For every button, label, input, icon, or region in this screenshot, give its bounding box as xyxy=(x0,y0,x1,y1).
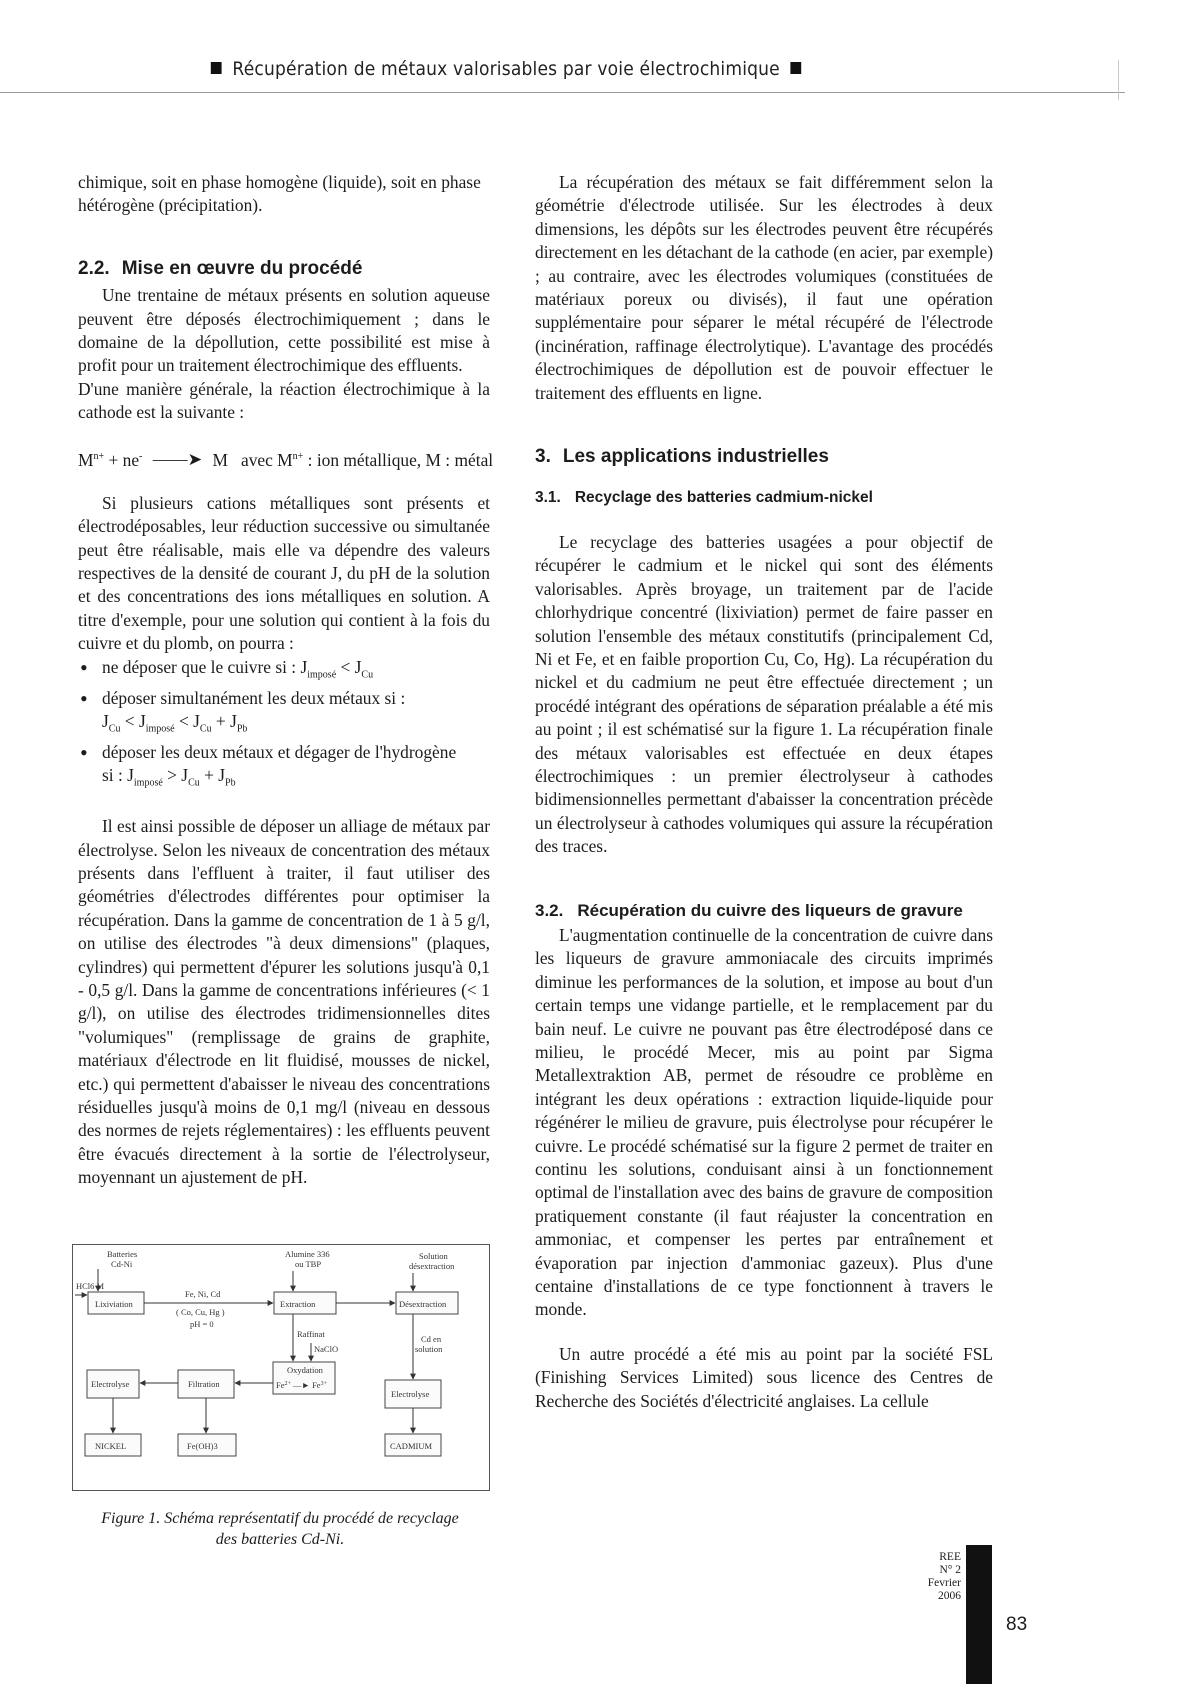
list-item xyxy=(78,687,490,741)
box-label: Filtration xyxy=(188,1379,220,1389)
box-label: NICKEL xyxy=(95,1441,127,1451)
subscript: imposé xyxy=(145,723,175,735)
running-header xyxy=(200,58,780,80)
journal-name: REE xyxy=(939,1551,961,1563)
caption-line: des batteries Cd-Ni. xyxy=(215,1531,345,1548)
box-label: Electrolyse xyxy=(391,1389,430,1399)
equation-sup: n+ xyxy=(93,450,105,462)
list-item-text: J xyxy=(102,710,109,731)
equation-term: M xyxy=(78,449,94,470)
header-square-right xyxy=(791,62,802,74)
paragraph: L'augmentation continuelle de la concentration de cuivre dans les liqueurs de gravure ammoniacale des circuits imprimés diminue les performances de la solution, et impose au bout d'un certain temps une vidange partielle, et le remplacement par du bain neuf. Le cuivre ne pouvant pas être électrodéposé dans ce milieu, le procédé Mecer, mis au point par Sigma Metallextraktion AB, permet de résoudre ce problème en intégrant les deux opérations : extraction liquide-liquide pour régénérer le milieu de gravure, puis électrolyse pour récupérer le cuivre. Le procédé schématisé sur la figure 2 permet de traiter en continu les solutions, conduisant ainsi à un fonctionnement optimal de l'installation avec des bains de gravure de composition pratiquement constante (il faut réajuster la concentration en ammoniac, et compenser les pertes par entraînement et évaporation par injection d'ammoniac gazeux). Plus d'une centaine d'installations de ce type fonctionnent à travers le monde. xyxy=(535,924,993,1320)
paragraph: Le recyclage des batteries usagées a pour objectif de récupérer le cadmium et le nickel qui sont des éléments valorisables. Après broyage, un traitement par de l'acide chlorhydrique concentré (lixiviation) permet de faire passer en solution l'ensemble des métaux constitutifs (principalement Cd, Ni et Fe, et en faible proportion Cu, Co, Hg). La récupération du nickel et du cadmium ne peut être effectuée directement ; un procédé intégrant des opérations de séparation préalable a été mis au point ; il est schématisé sur la figure 1. La récupération finale des métaux valorisables est effectuée en deux étapes électrochimiques : un premier électrolyseur à cathodes bidimensionnelles permettant d'abaisser la concentration précède un électrolyseur à cathodes volumiques qui assure la récupération des traces. xyxy=(535,531,993,857)
flow-label: Fe, Ni, Cd xyxy=(185,1289,221,1299)
label-alumine: Alumine 336 xyxy=(285,1249,330,1259)
section-3-1-heading xyxy=(535,486,993,509)
subscript: Cu xyxy=(361,669,374,681)
equation-term: M xyxy=(212,449,228,470)
label-solution: désextraction xyxy=(409,1261,455,1271)
header-rule xyxy=(0,92,1125,93)
subscript: imposé xyxy=(133,777,163,789)
list-item-text: + J xyxy=(199,765,226,786)
section-title: Les applications industrielles xyxy=(562,446,829,468)
section-3-heading xyxy=(535,445,993,468)
list-item-text: > J xyxy=(162,765,189,786)
right-column xyxy=(535,171,993,1413)
paragraph: Il est ainsi possible de déposer un alliage de métaux par électrolyse. Selon les niveaux de concentration des métaux présents dans l'effluent à traiter, il faut utiliser des géométries d'électrodes différentes pour optimiser la récupération. Dans la gamme de concentration de 1 à 5 g/l, on utilise des électrodes "à deux dimensions" (plaques, cylindres) qui permettent d'épurer les solutions jusqu'à 0,1 - 0,5 g/l. Dans la gamme de concentrations inférieures (< 1 g/l), on utilise des électrodes tridimensionnelles dites "volumiques" (remplissage de grains de graphite, matériaux d'électrode en lit fluidisé, mousses de nickel, etc.) qui permettent d'abaisser le niveau des concentrations résiduelles jusqu'à moins de 0,1 mg/l (niveau en dessous des normes de rejets réglementaires) : les effluents peuvent être évacués directement à la sortie de l'électrolyseur, moyennant un ajustement de pH. xyxy=(78,816,490,1188)
subscript: Pb xyxy=(236,723,248,735)
subscript: Cu xyxy=(108,723,121,735)
list-item-text: déposer les deux métaux et dégager de l'hydrogène xyxy=(102,741,457,762)
list-item-text: + J xyxy=(211,710,237,731)
list-item-text: si : J xyxy=(102,765,134,786)
subscript: imposé xyxy=(307,669,337,681)
box-label: Désextraction xyxy=(399,1299,447,1309)
flow-label: Raffinat xyxy=(297,1329,325,1339)
list-item-text: < J xyxy=(336,656,362,677)
list-item xyxy=(78,741,490,795)
paragraph: Un autre procédé a été mis au point par la société FSL (Finishing Services Limited) sous licence des Centres de Recherche des Sociétés d'électricité anglaises. La cellule xyxy=(535,1343,993,1411)
section-number: 3.1. xyxy=(535,489,561,507)
box-label: Fe(OH)3 xyxy=(187,1441,218,1451)
bullet-list xyxy=(78,656,490,795)
flow-label: solution xyxy=(415,1344,443,1354)
caption-line: Figure 1. Schéma représentatif du procédé de recyclage xyxy=(101,1510,459,1527)
box-label: Oxydation xyxy=(287,1365,323,1375)
flowchart-svg xyxy=(73,1245,489,1490)
section-title: Récupération du cuivre des liqueurs de gravure xyxy=(577,900,963,920)
box-label: Extraction xyxy=(280,1299,316,1309)
label-batteries: Cd-Ni xyxy=(111,1259,133,1269)
label-batteries: Batteries xyxy=(107,1249,138,1259)
subscript: Cu xyxy=(199,723,212,735)
flow-label: pH = 0 xyxy=(190,1319,214,1329)
journal-issue: N° 2 xyxy=(939,1564,961,1576)
box-label: CADMIUM xyxy=(390,1441,433,1451)
list-item-text: ne déposer que le cuivre si : J xyxy=(102,656,308,677)
figure-1-flowchart xyxy=(72,1244,490,1491)
equation-sup: n+ xyxy=(292,450,304,462)
equation-term: + ne xyxy=(108,449,140,470)
flow-label: Cd en xyxy=(421,1334,442,1344)
flow-label: ( Co, Cu, Hg ) xyxy=(176,1307,225,1317)
equation-sup: - xyxy=(139,450,143,462)
journal-footer xyxy=(905,1551,961,1603)
section-number: 3.2. xyxy=(535,900,564,920)
left-column xyxy=(78,171,494,1190)
section-number: 2.2. xyxy=(78,257,110,279)
footer-bar xyxy=(966,1545,992,1684)
subscript: Pb xyxy=(225,777,236,789)
header-title: Récupération de métaux valorisables par voie électrochimique xyxy=(232,58,780,80)
page-number: 83 xyxy=(1006,1614,1028,1635)
paragraph: La récupération des métaux se fait différemment selon la géométrie d'électrode utilisée. Sur les électrodes à deux dimensions, les dépôts sur les électrodes peuvent être récupérés directement en les détachant de la cathode (en acier, par exemple) ; au contraire, avec les électrodes volumiques (constituées de matériaux poreux ou divisés), il faut une opération supplémentaire pour séparer le métal récupéré de l'électrode (incinération, raffinage électrolytique). L'avantage des procédés électrochimiques de dépollution est de pouvoir effectuer le traitement des effluents en ligne. xyxy=(535,172,993,403)
list-item-text: déposer simultanément les deux métaux si : xyxy=(102,687,406,708)
paragraph: D'une manière générale, la réaction électrochimique à la cathode est la suivante : xyxy=(78,378,490,423)
section-title: Mise en œuvre du procédé xyxy=(121,257,363,279)
journal-date: Fevrier 2006 xyxy=(927,1577,961,1602)
list-item-text: < J xyxy=(120,710,146,731)
section-number: 3. xyxy=(535,446,551,468)
list-item xyxy=(78,656,490,687)
header-square-left xyxy=(211,62,222,74)
section-2-2-heading xyxy=(78,257,490,280)
reaction-equation xyxy=(78,445,494,472)
label-alumine: ou TBP xyxy=(295,1259,322,1269)
intro-paragraph: chimique, soit en phase homogène (liquide), soit en phase hétérogène (précipitation). xyxy=(78,172,481,216)
paragraph: Une trentaine de métaux présents en solution aqueuse peuvent être déposés électrochimiquement ; dans le domaine de la dépollution, cette possibilité est mise à profit pour un traitement électrochimique des effluents. xyxy=(78,285,490,376)
equation-term: : ion métallique, M : métal xyxy=(307,449,494,470)
section-3-2-heading xyxy=(535,899,993,922)
figure-caption xyxy=(72,1508,488,1550)
box-label: Electrolyse xyxy=(91,1379,130,1389)
paragraph: Si plusieurs cations métalliques sont présents et électrodéposables, leur réduction successive ou simultanée peut être réalisable, mais elle va dépendre des valeurs respectives de la densité de courant J, du pH de la solution et des concentrations des ions métalliques en solution. A titre d'exemple, pour une solution qui contient à la fois du cuivre et du plomb, on pourra : xyxy=(78,492,490,654)
equation-term: avec M xyxy=(240,449,293,470)
reaction-arrow: ——➤ xyxy=(152,449,203,470)
section-title: Recyclage des batteries cadmium-nickel xyxy=(574,489,873,507)
label-solution: Solution xyxy=(419,1251,448,1261)
margin-mark xyxy=(1118,60,1119,100)
box-label: $Fe^{2+}$ —► $Fe^{3+}$ xyxy=(276,1380,327,1390)
flow-label: NaClO xyxy=(314,1344,339,1354)
subscript: Cu xyxy=(188,777,200,789)
label-hcl: HCl6 M xyxy=(76,1281,105,1291)
list-item-text: < J xyxy=(174,710,200,731)
box-label: Lixiviation xyxy=(95,1299,133,1309)
